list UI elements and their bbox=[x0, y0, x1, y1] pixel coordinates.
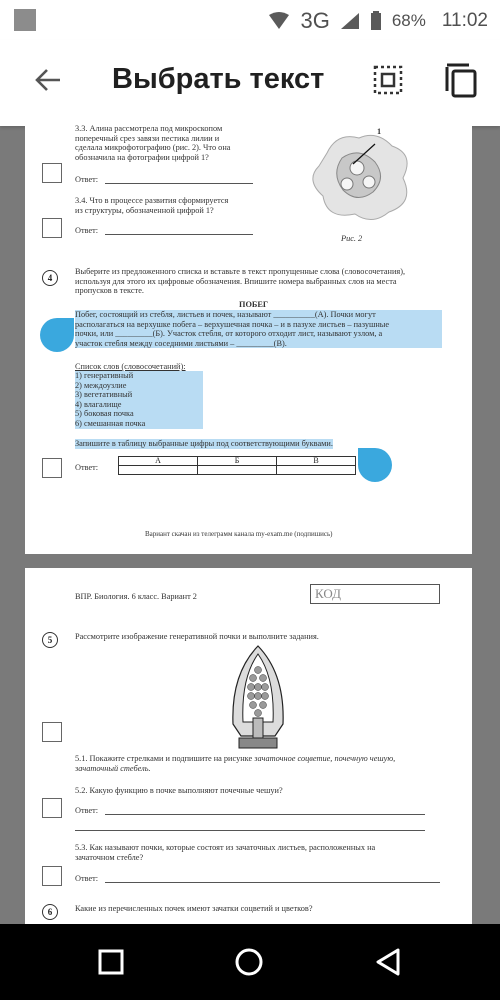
app-bar bbox=[0, 40, 500, 126]
document-page-2 bbox=[25, 568, 472, 924]
table-cell-v[interactable] bbox=[277, 466, 356, 475]
answer-label: Ответ: bbox=[75, 175, 99, 184]
question-5-2: 5.2. Какую функцию в почке выполняют почечные чешуи? bbox=[75, 786, 283, 795]
question-4-text: Побег, состоящий из стебля, листьев и почек, называют __________(А). Почки могут располагаться на верхушке побега – верхушечная почка – и в пазухе листьев – пазушные почки, или _________(Б). Участок стебля, от которого отходит лист, называют узлом, а участок стебля между соседними листьями – _________(В). bbox=[75, 310, 442, 348]
answer-line-5-2 bbox=[105, 814, 425, 815]
question-number-4: 4 bbox=[42, 270, 58, 286]
answer-checkbox-5-2[interactable] bbox=[42, 798, 62, 818]
question-3-4: 3.4. Что в процессе развития сформируется из структуры, обозначенной цифрой 1? bbox=[75, 196, 229, 215]
question-5-1: 5.1. Покажите стрелками и подпишите на рисунке зачаточное соцветие, почечную чешую, зачаточный стебель. bbox=[75, 754, 396, 773]
wifi-icon bbox=[268, 12, 290, 30]
answer-checkbox-5-3[interactable] bbox=[42, 866, 62, 886]
answer-table bbox=[118, 456, 356, 475]
table-cell-b[interactable] bbox=[198, 466, 277, 475]
network-type: 3G bbox=[300, 8, 330, 33]
navigation-bar bbox=[0, 924, 500, 1000]
word-list: 1) генеративный 2) междоузлие 3) вегетативный 4) влагалище 5) боковая почка 6) смешанная почка bbox=[75, 371, 203, 429]
answer-checkbox-4[interactable] bbox=[42, 458, 62, 478]
question-3-3: 3.3. Алина рассмотрела под микроскопом поперечный срез завязи пестика лилии и сделала микрофотографию (рис. 2). Что она обозначила на фотографии цифрой 1? bbox=[75, 124, 231, 162]
page-footer: Вариант скачан из телеграмм канала my-exam.me (подпишись) bbox=[145, 530, 333, 538]
answer-line-5-3 bbox=[105, 882, 440, 883]
recent-apps-icon[interactable] bbox=[98, 949, 124, 975]
answer-line-3-3 bbox=[105, 183, 253, 184]
answer-label: Ответ: bbox=[75, 806, 99, 815]
home-icon[interactable] bbox=[234, 947, 264, 977]
question-4-intro: Выберите из предложенного списка и вставьте в текст пропущенные слова (словосочетания), используя для этого их цифровые обозначения. Впишите номера выбранных слов на места пропусков в тексте. bbox=[75, 267, 406, 296]
document-page-1 bbox=[25, 126, 472, 554]
notification-icon bbox=[14, 9, 36, 31]
answer-checkbox-3-4[interactable] bbox=[42, 218, 62, 238]
table-cell-a[interactable] bbox=[119, 466, 198, 475]
generative-bud-image bbox=[223, 644, 293, 750]
microphotograph-image bbox=[297, 128, 427, 228]
answer-checkbox-3-3[interactable] bbox=[42, 163, 62, 183]
status-bar bbox=[0, 0, 500, 40]
answer-label: Ответ: bbox=[75, 226, 99, 235]
question-number-5: 5 bbox=[42, 632, 58, 648]
figure-label-1: 1 bbox=[377, 127, 382, 136]
table-header-a: А bbox=[119, 457, 198, 466]
table-header-v: В bbox=[277, 457, 356, 466]
answer-checkbox-5[interactable] bbox=[42, 722, 62, 742]
question-6-text: Какие из перечисленных почек имеют зачатки соцветий и цветков? bbox=[75, 904, 313, 913]
selection-end-handle[interactable] bbox=[358, 448, 392, 482]
answer-line-5-2b bbox=[75, 830, 425, 831]
answer-label: Ответ: bbox=[75, 463, 99, 472]
battery-icon bbox=[370, 11, 382, 31]
battery-level: 68% bbox=[391, 11, 426, 30]
answer-label: Ответ: bbox=[75, 874, 99, 883]
figure-caption: Рис. 2 bbox=[341, 234, 363, 243]
code-box: КОД bbox=[310, 584, 440, 604]
answer-line-3-4 bbox=[105, 234, 253, 235]
page-title: Выбрать текст bbox=[112, 63, 325, 95]
table-instruction: Запишите в таблицу выбранные цифры под соответствующими буквами. bbox=[75, 439, 333, 448]
signal-icon bbox=[340, 12, 360, 30]
page-header: ВПР. Биология. 6 класс. Вариант 2 bbox=[75, 592, 197, 601]
question-5-3: 5.3. Как называют почки, которые состоят из зачаточных листьев, расположенных на зачаточном стебле? bbox=[75, 843, 376, 862]
question-5-text: Рассмотрите изображение генеративной почки и выполните задания. bbox=[75, 632, 319, 641]
select-all-icon[interactable] bbox=[372, 64, 404, 96]
selection-start-handle[interactable] bbox=[40, 318, 74, 352]
back-nav-icon[interactable] bbox=[374, 947, 402, 977]
back-arrow-icon[interactable] bbox=[32, 64, 64, 96]
question-4-heading: ПОБЕГ bbox=[239, 300, 269, 309]
table-header-b: Б bbox=[198, 457, 277, 466]
copy-icon[interactable] bbox=[444, 62, 478, 98]
clock: 11:02 bbox=[441, 10, 488, 31]
question-number-6: 6 bbox=[42, 904, 58, 920]
word-list-title: Список слов (словосочетаний): bbox=[75, 362, 186, 371]
